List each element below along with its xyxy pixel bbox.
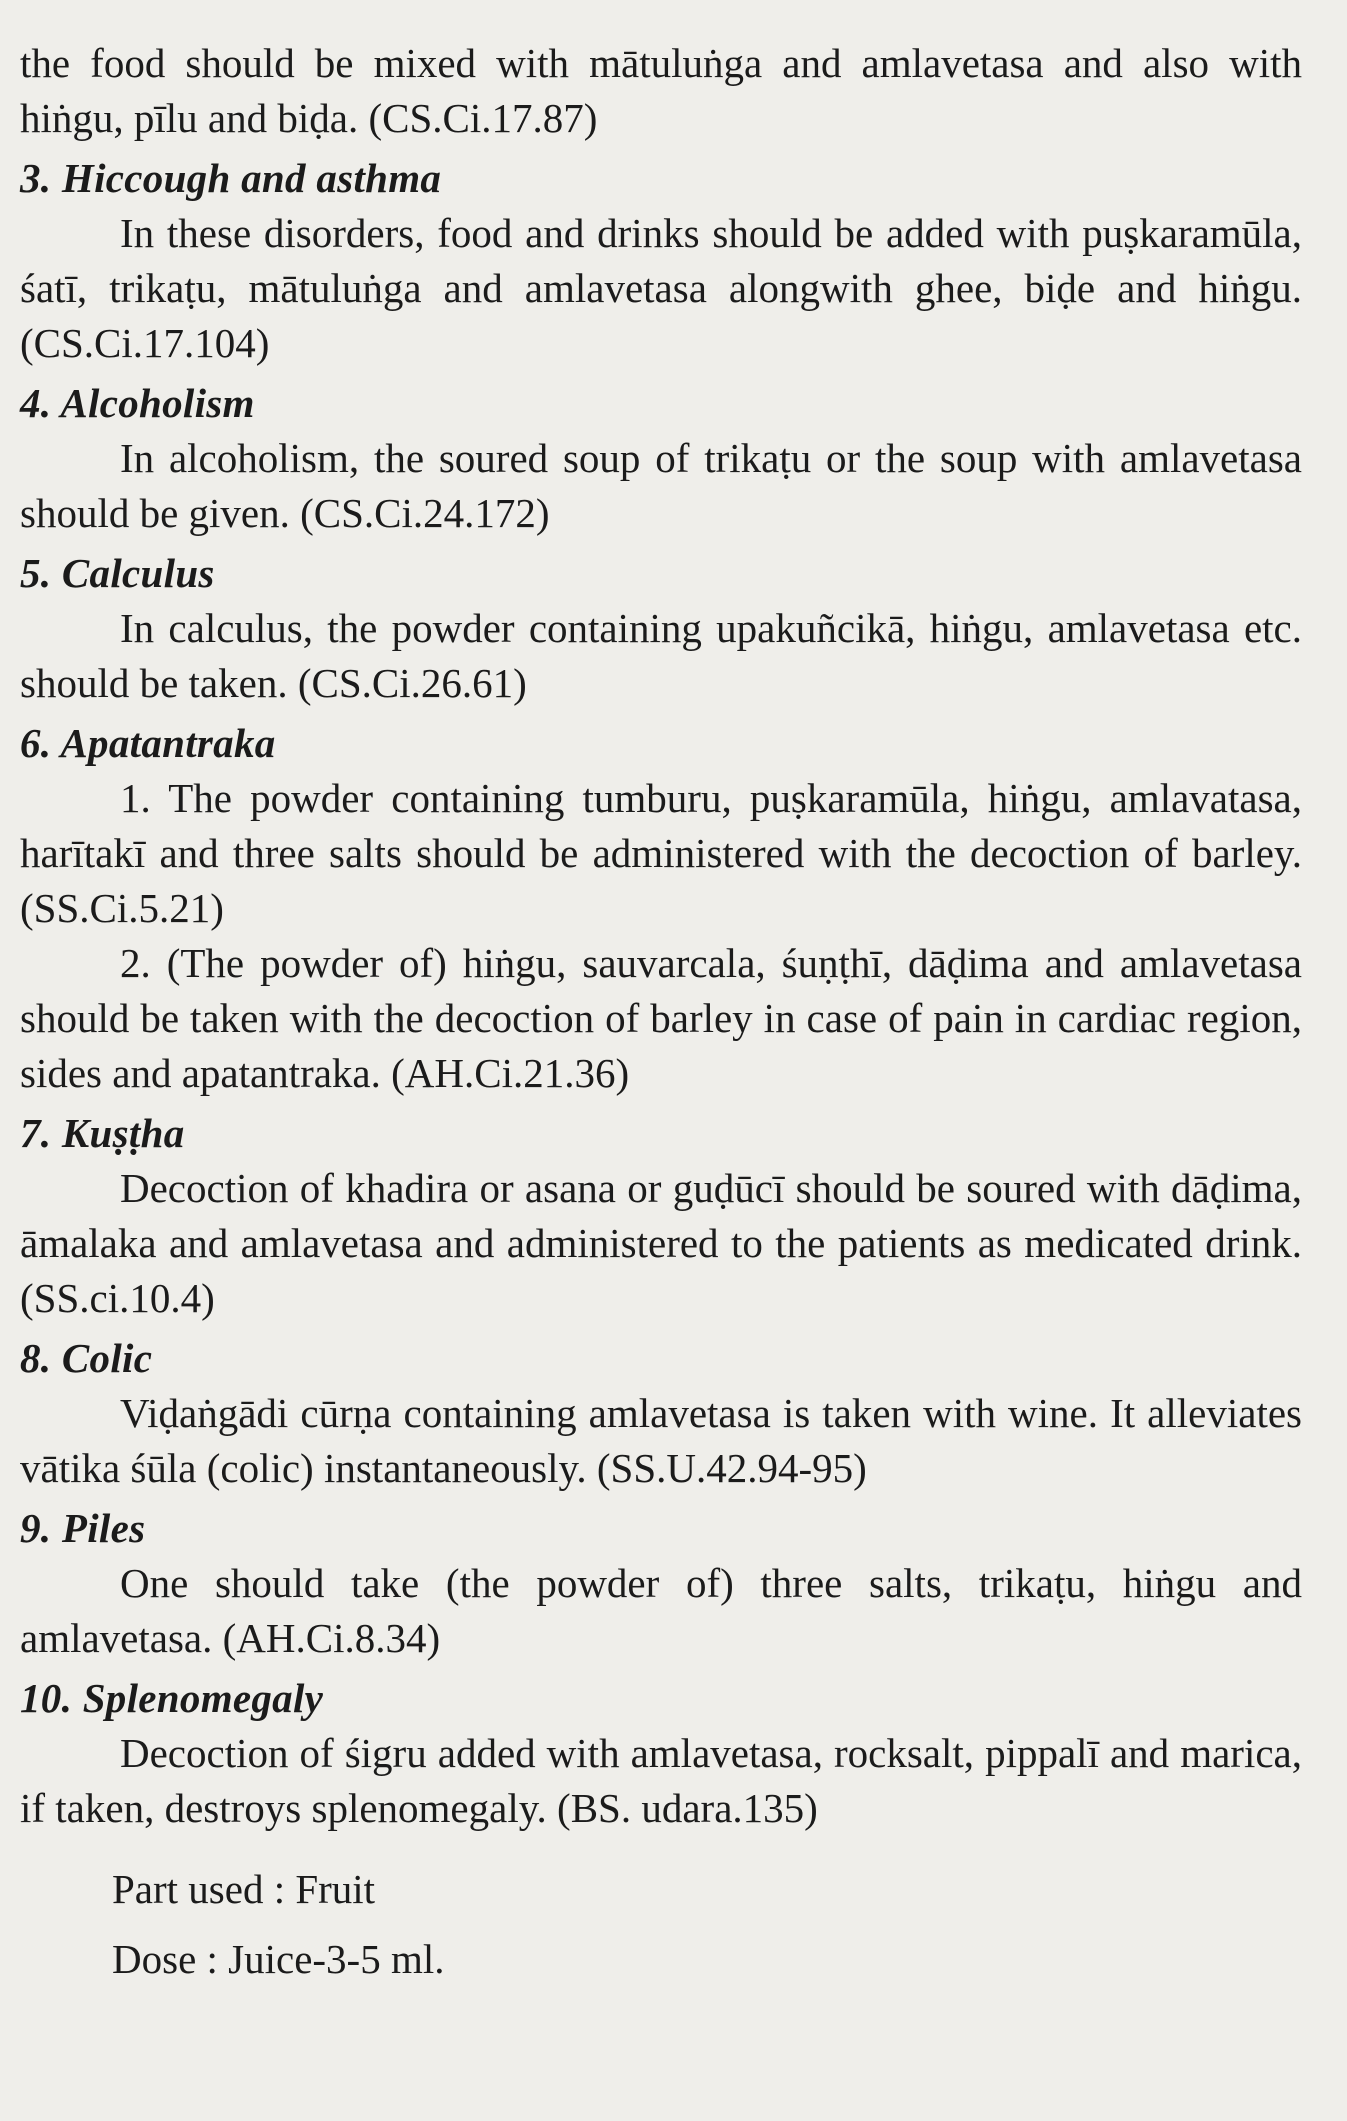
paragraph-piles: One should take (the powder of) three salts, trikaṭu, hiṅgu and amlavetasa. (AH.Ci.8.34): [20, 1560, 1302, 1661]
paragraph-apatantraka-2: 2. (The powder of) hiṅgu, sauvarcala, śuṇṭhī, dāḍima and amlavetasa should be taken with the decoction of barley in case of pain in cardiac region, sides and apatantraka. (AH.Ci.21.36): [20, 940, 1302, 1096]
heading-hiccough-asthma: 3. Hiccough and asthma: [20, 155, 442, 201]
heading-alcoholism: 4. Alcoholism: [20, 380, 255, 426]
heading-colic: 8. Colic: [20, 1335, 153, 1381]
heading-calculus: 5. Calculus: [20, 550, 215, 596]
heading-kustha: 7. Kuṣṭha: [20, 1110, 185, 1156]
paragraph-calculus: In calculus, the powder containing upakuñcikā, hiṅgu, amlavetasa etc. should be taken. (CS.Ci.26.61): [20, 605, 1302, 706]
heading-splenomegaly: 10. Splenomegaly: [20, 1675, 324, 1721]
heading-apatantraka: 6. Apatantraka: [20, 720, 276, 766]
paragraph-hiccough-asthma: In these disorders, food and drinks should be added with puṣkaramūla, śatī, trikaṭu, mātuluṅga and amlavetasa alongwith ghee, biḍe and hiṅgu. (CS.Ci.17.104): [20, 210, 1302, 366]
dose-line: Dose : Juice-3-5 ml.: [112, 1936, 445, 1982]
heading-piles: 9. Piles: [20, 1505, 146, 1551]
page-text: [20, 36, 1302, 1994]
paragraph-colic: Viḍaṅgādi cūrṇa containing amlavetasa is taken with wine. It alleviates vātika śūla (colic) instantaneously. (SS.U.42.94-95): [20, 1390, 1302, 1491]
paragraph-apatantraka-1: 1. The powder containing tumburu, puṣkaramūla, hiṅgu, amlavatasa, harītakī and three salts should be administered with the decoction of barley. (SS.Ci.5.21): [20, 775, 1302, 931]
paragraph-alcoholism: In alcoholism, the soured soup of trikaṭu or the soup with amlavetasa should be given. (CS.Ci.24.172): [20, 435, 1302, 536]
paragraph-splenomegaly: Decoction of śigru added with amlavetasa, rocksalt, pippalī and marica, if taken, destroys splenomegaly. (BS. udara.135): [20, 1730, 1302, 1831]
paragraph-kustha: Decoction of khadira or asana or guḍūcī should be soured with dāḍima, āmalaka and amlavetasa and administered to the patients as medicated drink. (SS.ci.10.4): [20, 1165, 1302, 1321]
part-used-line: Part used : Fruit: [112, 1866, 376, 1912]
opening-paragraph: the food should be mixed with mātuluṅga and amlavetasa and also with hiṅgu, pīlu and biḍa. (CS.Ci.17.87): [20, 40, 1302, 141]
